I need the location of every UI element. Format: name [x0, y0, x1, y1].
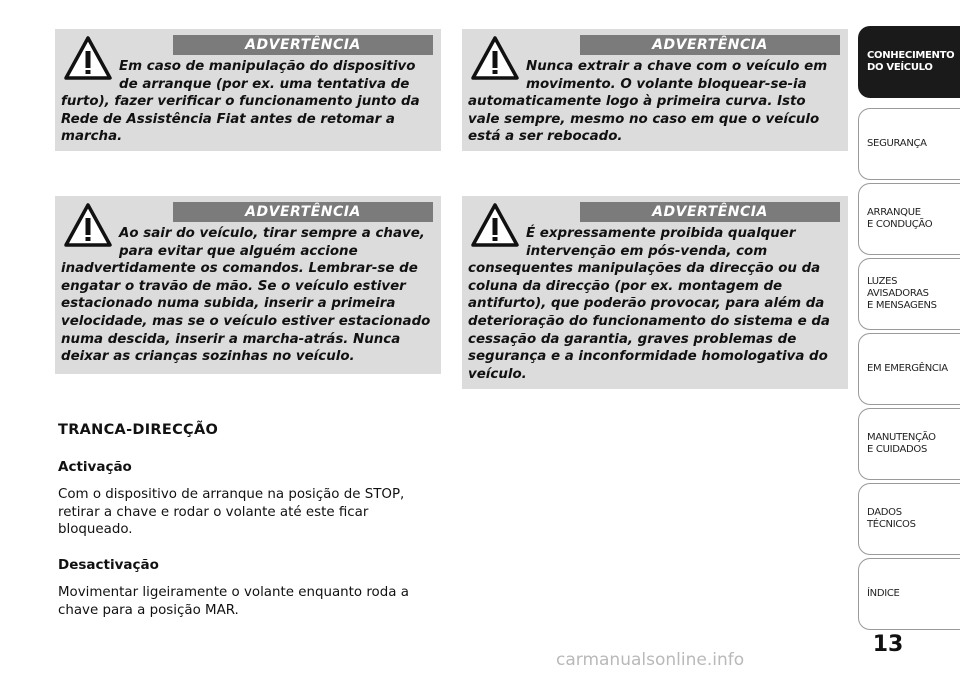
tab-label: DADOS TÉCNICOS	[867, 507, 916, 530]
activation-title: Activação	[58, 459, 132, 475]
warning-heading: ADVERTÊNCIA	[173, 202, 433, 222]
warning-text-rest: consequentes manipulações da direcção ou da coluna da direcção (por ex. montagem de antifurto), que poderão provocar, para além da deterioração do funcionamento do sistema e da cessação da garantia, graves problemas de segurança e a inconformidade homologativa do veículo.	[468, 261, 830, 382]
watermark: carmanualsonline.info	[556, 650, 745, 670]
tab-seguranca[interactable]	[858, 108, 960, 180]
warning-text	[61, 225, 433, 366]
deactivation-title: Desactivação	[58, 557, 159, 573]
deactivation-text: Movimentar ligeiramente o volante enquanto roda a chave para a posição MAR.	[58, 585, 409, 618]
warning-box-3	[55, 196, 441, 374]
warning-text-lead: Em caso de manipulação do dispositivo de arranque (por ex. uma tentativa de	[119, 59, 416, 92]
tab-manutencao-e-cuidados[interactable]	[858, 408, 960, 480]
tab-label: CONHECIMENTO DO VEÍCULO	[867, 50, 955, 73]
warning-text	[468, 58, 840, 146]
tab-conhecimento-do-veiculo[interactable]	[858, 26, 960, 98]
warning-text-lead: É expressamente proibida qualquer intervenção em pós-venda, com	[526, 226, 796, 259]
warning-box-2	[462, 29, 848, 151]
warning-text-lead: Ao sair do veículo, tirar sempre a chave, para evitar que alguém accione	[119, 226, 425, 259]
warning-text-rest: furto), fazer verificar o funcionamento junto da Rede de Assistência Fiat antes de retomar a marcha.	[61, 94, 420, 145]
warning-box-1	[55, 29, 441, 151]
warning-heading: ADVERTÊNCIA	[580, 35, 840, 55]
tab-label: LUZES AVISADORAS E MENSAGENS	[867, 276, 937, 311]
page-number: 13	[872, 632, 904, 657]
tab-label: SEGURANÇA	[867, 138, 927, 149]
tab-em-emergencia[interactable]	[858, 333, 960, 405]
warning-text	[468, 225, 840, 383]
warning-heading: ADVERTÊNCIA	[580, 202, 840, 222]
tab-label: EM EMERGÊNCIA	[867, 363, 948, 374]
tab-label: ARRANQUE E CONDUÇÃO	[867, 207, 933, 230]
activation-text: Com o dispositivo de arranque na posição de STOP, retirar a chave e rodar o volante até este ficar bloqueado.	[58, 487, 405, 538]
warning-text-rest: automaticamente logo à primeira curva. Isto vale sempre, mesmo no caso em que o veículo está a ser rebocado.	[468, 94, 820, 145]
tab-label: ÍNDICE	[867, 588, 900, 599]
tab-indice[interactable]	[858, 558, 960, 630]
tab-dados-tecnicos[interactable]	[858, 483, 960, 555]
warning-text-rest: inadvertidamente os comandos. Lembrar-se de engatar o travão de mão. Se o veículo estiver estacionado numa subida, inserir a primeira velocidade, mas se o veículo estiver estacionado numa descida, inserir a marcha-atrás. Nunca deixar as crianças sozinhas no veículo.	[61, 261, 431, 365]
tab-arranque-e-conducao[interactable]	[858, 183, 960, 255]
section-title: TRANCA-DIRECÇÃO	[58, 422, 219, 438]
tab-luzes-avisadoras[interactable]	[858, 258, 960, 330]
warning-heading: ADVERTÊNCIA	[173, 35, 433, 55]
warning-text	[61, 58, 433, 146]
warning-text-lead: Nunca extrair a chave com o veículo em movimento. O volante bloquear-se-ia	[526, 59, 828, 92]
warning-box-4	[462, 196, 848, 389]
tab-label: MANUTENÇÃO E CUIDADOS	[867, 432, 936, 455]
